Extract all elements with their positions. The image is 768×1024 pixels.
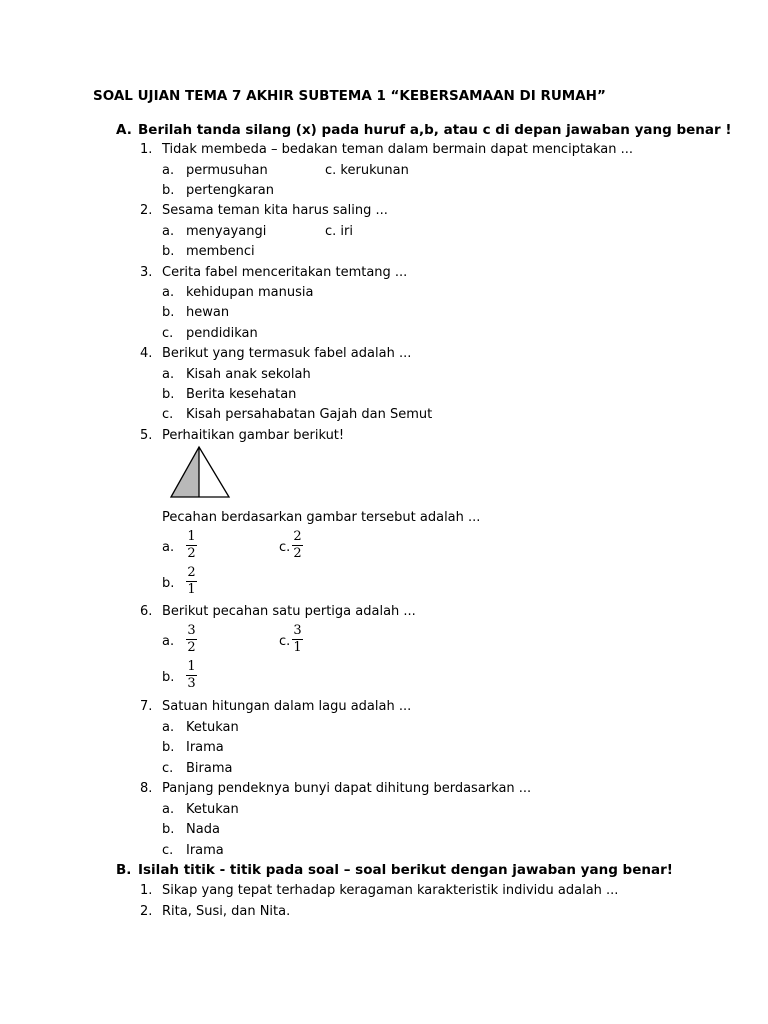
question-number: 6. xyxy=(140,604,153,619)
option-text: menyayangi xyxy=(186,224,267,239)
option-a: a. xyxy=(162,802,175,817)
question-text: Berikut yang termasuk fabel adalah ... xyxy=(162,346,412,361)
question-number: 7. xyxy=(140,699,153,714)
option-b: b. xyxy=(162,822,175,837)
option-b: b. xyxy=(162,244,175,259)
option-b: b. xyxy=(162,387,175,402)
option-b: b. xyxy=(162,576,175,591)
option-text: Birama xyxy=(186,761,233,776)
question-text: Sikap yang tepat terhadap keragaman karakteristik individu adalah ... xyxy=(162,883,619,898)
option-a: a. xyxy=(162,540,175,555)
option-c: c. xyxy=(162,326,174,341)
question-text: Perhaitikan gambar berikut! xyxy=(162,428,345,443)
fraction-option-a: 1 2 xyxy=(187,529,196,561)
question-number: 2. xyxy=(140,203,153,218)
question-number: 3. xyxy=(140,265,153,280)
option-text: Irama xyxy=(186,740,224,755)
option-text: Irama xyxy=(186,843,224,858)
question-number: 4. xyxy=(140,346,153,361)
option-text: pendidikan xyxy=(186,326,258,341)
question-number: 8. xyxy=(140,781,153,796)
question-number: 1. xyxy=(140,883,153,898)
option-c: c. xyxy=(279,634,291,649)
section-b-instruction: Isilah titik - titik pada soal – soal berikut dengan jawaban yang benar! xyxy=(138,862,673,878)
question-text: Rita, Susi, dan Nita. xyxy=(162,904,291,919)
question-text: Berikut pecahan satu pertiga adalah ... xyxy=(162,604,416,619)
option-c: c. xyxy=(279,540,291,555)
option-text: permusuhan xyxy=(186,163,268,178)
option-text: membenci xyxy=(186,244,255,259)
option-c: c. xyxy=(162,407,174,422)
option-text: pertengkaran xyxy=(186,183,274,198)
option-c: c. xyxy=(162,843,174,858)
question-text: Cerita fabel menceritakan temtang ... xyxy=(162,265,408,280)
option-text: Berita kesehatan xyxy=(186,387,297,402)
section-b-letter: B. xyxy=(116,862,132,878)
option-a: a. xyxy=(162,367,175,382)
option-c: c. xyxy=(162,761,174,776)
option-b: b. xyxy=(162,740,175,755)
page-title: SOAL UJIAN TEMA 7 AKHIR SUBTEMA 1 “KEBERSAMAAN DI RUMAH” xyxy=(93,88,606,104)
section-a-instruction: Berilah tanda silang (x) pada huruf a,b, atau c di depan jawaban yang benar ! xyxy=(138,122,732,138)
option-text: Kisah persahabatan Gajah dan Semut xyxy=(186,407,433,422)
question-text: Panjang pendeknya bunyi dapat dihitung berdasarkan ... xyxy=(162,781,532,796)
option-text: Ketukan xyxy=(186,802,239,817)
option-text: kehidupan manusia xyxy=(186,285,314,300)
fraction-option-b: 1 3 xyxy=(187,659,196,691)
option-text: hewan xyxy=(186,305,230,320)
option-c: c. iri xyxy=(325,224,353,239)
fraction-option-c: 2 2 xyxy=(293,529,302,561)
option-b: b. xyxy=(162,305,175,320)
option-b: b. xyxy=(162,670,175,685)
triangle-figure xyxy=(168,445,232,501)
option-b: b. xyxy=(162,183,175,198)
question-text: Sesama teman kita harus saling ... xyxy=(162,203,388,218)
section-a-letter: A. xyxy=(116,122,132,138)
question-text: Satuan hitungan dalam lagu adalah ... xyxy=(162,699,412,714)
option-a: a. xyxy=(162,224,175,239)
question-number: 2. xyxy=(140,904,153,919)
question-text: Tidak membeda – bedakan teman dalam bermain dapat menciptakan ... xyxy=(162,142,634,157)
question-number: 1. xyxy=(140,142,153,157)
option-a: a. xyxy=(162,163,175,178)
option-c: c. kerukunan xyxy=(325,163,409,178)
fraction-option-b: 2 1 xyxy=(187,565,196,597)
option-text: Ketukan xyxy=(186,720,239,735)
option-a: a. xyxy=(162,634,175,649)
fraction-option-a: 3 2 xyxy=(187,623,196,655)
question-subtext: Pecahan berdasarkan gambar tersebut adalah ... xyxy=(162,510,481,525)
question-number: 5. xyxy=(140,428,153,443)
option-a: a. xyxy=(162,720,175,735)
option-text: Nada xyxy=(186,822,220,837)
option-text: Kisah anak sekolah xyxy=(186,367,311,382)
fraction-option-c: 3 1 xyxy=(293,623,302,655)
option-a: a. xyxy=(162,285,175,300)
